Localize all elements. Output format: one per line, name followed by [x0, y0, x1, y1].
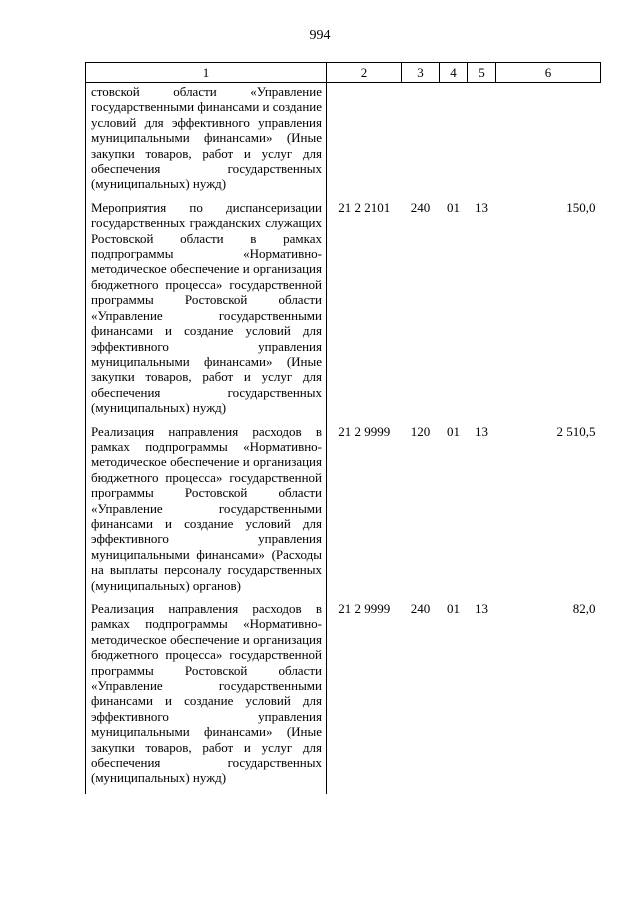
table-row: [86, 83, 601, 200]
row-amount: [496, 83, 601, 200]
row-description: стовской области «Управление государственными финансами и создание условий для эффективного управления муниципальными финансами» (Иные закупки товаров, работ и услуг для обеспечения государственных (муниципальных) нужд): [86, 83, 327, 200]
row-subsection: 13: [475, 423, 488, 439]
table-row: [86, 601, 601, 794]
row-target-code: 21 2 2101: [338, 199, 391, 215]
header-col-2: 2: [327, 63, 402, 83]
table-row: [86, 200, 601, 424]
header-col-3: 3: [402, 63, 440, 83]
row-subsection: 13: [475, 199, 488, 215]
header-row: [86, 63, 601, 83]
row-description: Реализация направления расходов в рамках подпрограммы «Нормативно-методическое обеспечение и организация бюджетного процесса» государственной программы Ростовской области «Управление государственными финансами и создание условий для эффективного управления муниципальными финансами» (Иные закупки товаров, работ и услуг для обеспечения государственных (муниципальных) нужд): [86, 601, 327, 794]
row-amount: 150,0: [566, 199, 596, 215]
table-row: [86, 424, 601, 601]
row-expense-type: [402, 83, 440, 200]
budget-table: [85, 62, 601, 794]
row-description: Реализация направления расходов в рамках подпрограммы «Нормативно-методическое обеспечение и организация бюджетного процесса» государственной программы Ростовской области «Управление государственными финансами и создание условий для эффективного управления муниципальными финансами» (Расходы на выплаты персоналу государственных (муниципальных) органов): [86, 424, 327, 601]
row-amount: 2 510,5: [556, 423, 596, 439]
row-section: 01: [447, 423, 460, 439]
row-subsection: [468, 83, 496, 200]
row-section: [440, 83, 468, 200]
row-section: 01: [447, 199, 460, 215]
header-col-6: 6: [496, 63, 601, 83]
row-target-code: [327, 83, 402, 200]
row-amount: 82,0: [572, 601, 596, 616]
row-target-code: 21 2 9999: [338, 423, 391, 439]
row-expense-type: 120: [410, 423, 431, 439]
row-expense-type: 240: [410, 601, 431, 616]
row-subsection: 13: [475, 601, 488, 616]
header-col-4: 4: [440, 63, 468, 83]
page-number: 994: [309, 28, 331, 43]
row-section: 01: [447, 601, 460, 616]
header-col-5: 5: [468, 63, 496, 83]
row-description: Мероприятия по диспансеризации государственных гражданских служащих Ростовской области в рамках подпрограммы «Нормативно-методическое обеспечение и организация бюджетного процесса» государственной программы Ростовской области «Управление государственными финансами и создание условий для эффективного управления муниципальными финансами» (Иные закупки товаров, работ и услуг для обеспечения государственных (муниципальных) нужд): [86, 200, 327, 424]
row-target-code: 21 2 9999: [338, 601, 391, 616]
header-col-1: 1: [86, 63, 327, 83]
row-expense-type: 240: [410, 199, 431, 215]
